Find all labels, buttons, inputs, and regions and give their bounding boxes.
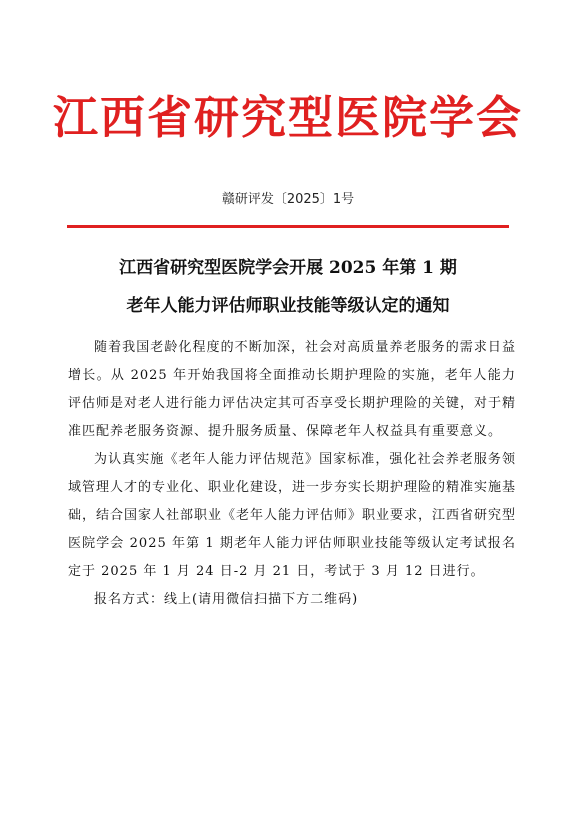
document-number: 赣研评发〔2025〕1号 (221, 192, 355, 207)
body-paragraph-1: 随着我国老龄化程度的不断加深，社会对高质量养老服务的需求日益增长。从 2025 年开始我国将全面推动长期护理险的实施，老年人能力评估师是对老人进行能力评估决定其可否享受长期护理险的关键，对于精准匹配养老服务资源、提升服务质量、保障老年人权益具有重要意义。 (68, 340, 517, 439)
organization-name: 江西省研究型医院学会 (52, 91, 523, 144)
notice-body (68, 334, 516, 614)
red-divider-line (67, 225, 509, 228)
organization-header (0, 88, 576, 148)
body-paragraph-3: 报名方式：线上(请用微信扫描下方二维码) (94, 592, 359, 607)
notice-title-line-2: 老年人能力评估师职业技能等级认定的通知 (126, 296, 450, 316)
notice-title-line-1: 江西省研究型医院学会开展 2025 年第 1 期 (119, 258, 457, 278)
body-paragraph-2: 为认真实施《老年人能力评估规范》国家标准，强化社会养老服务领域管理人才的专业化、职业化建设，进一步夯实长期护理险的精准实施基础，结合国家人社部职业《老年人能力评估师》职业要求，江西省研究型医院学会 2025 年第 1 期老年人能力评估师职业技能等级认定考试报名定于 2025 年 1 月 24 日-2 月 21 日，考试于 3 月 12 日进行。 (68, 452, 517, 579)
